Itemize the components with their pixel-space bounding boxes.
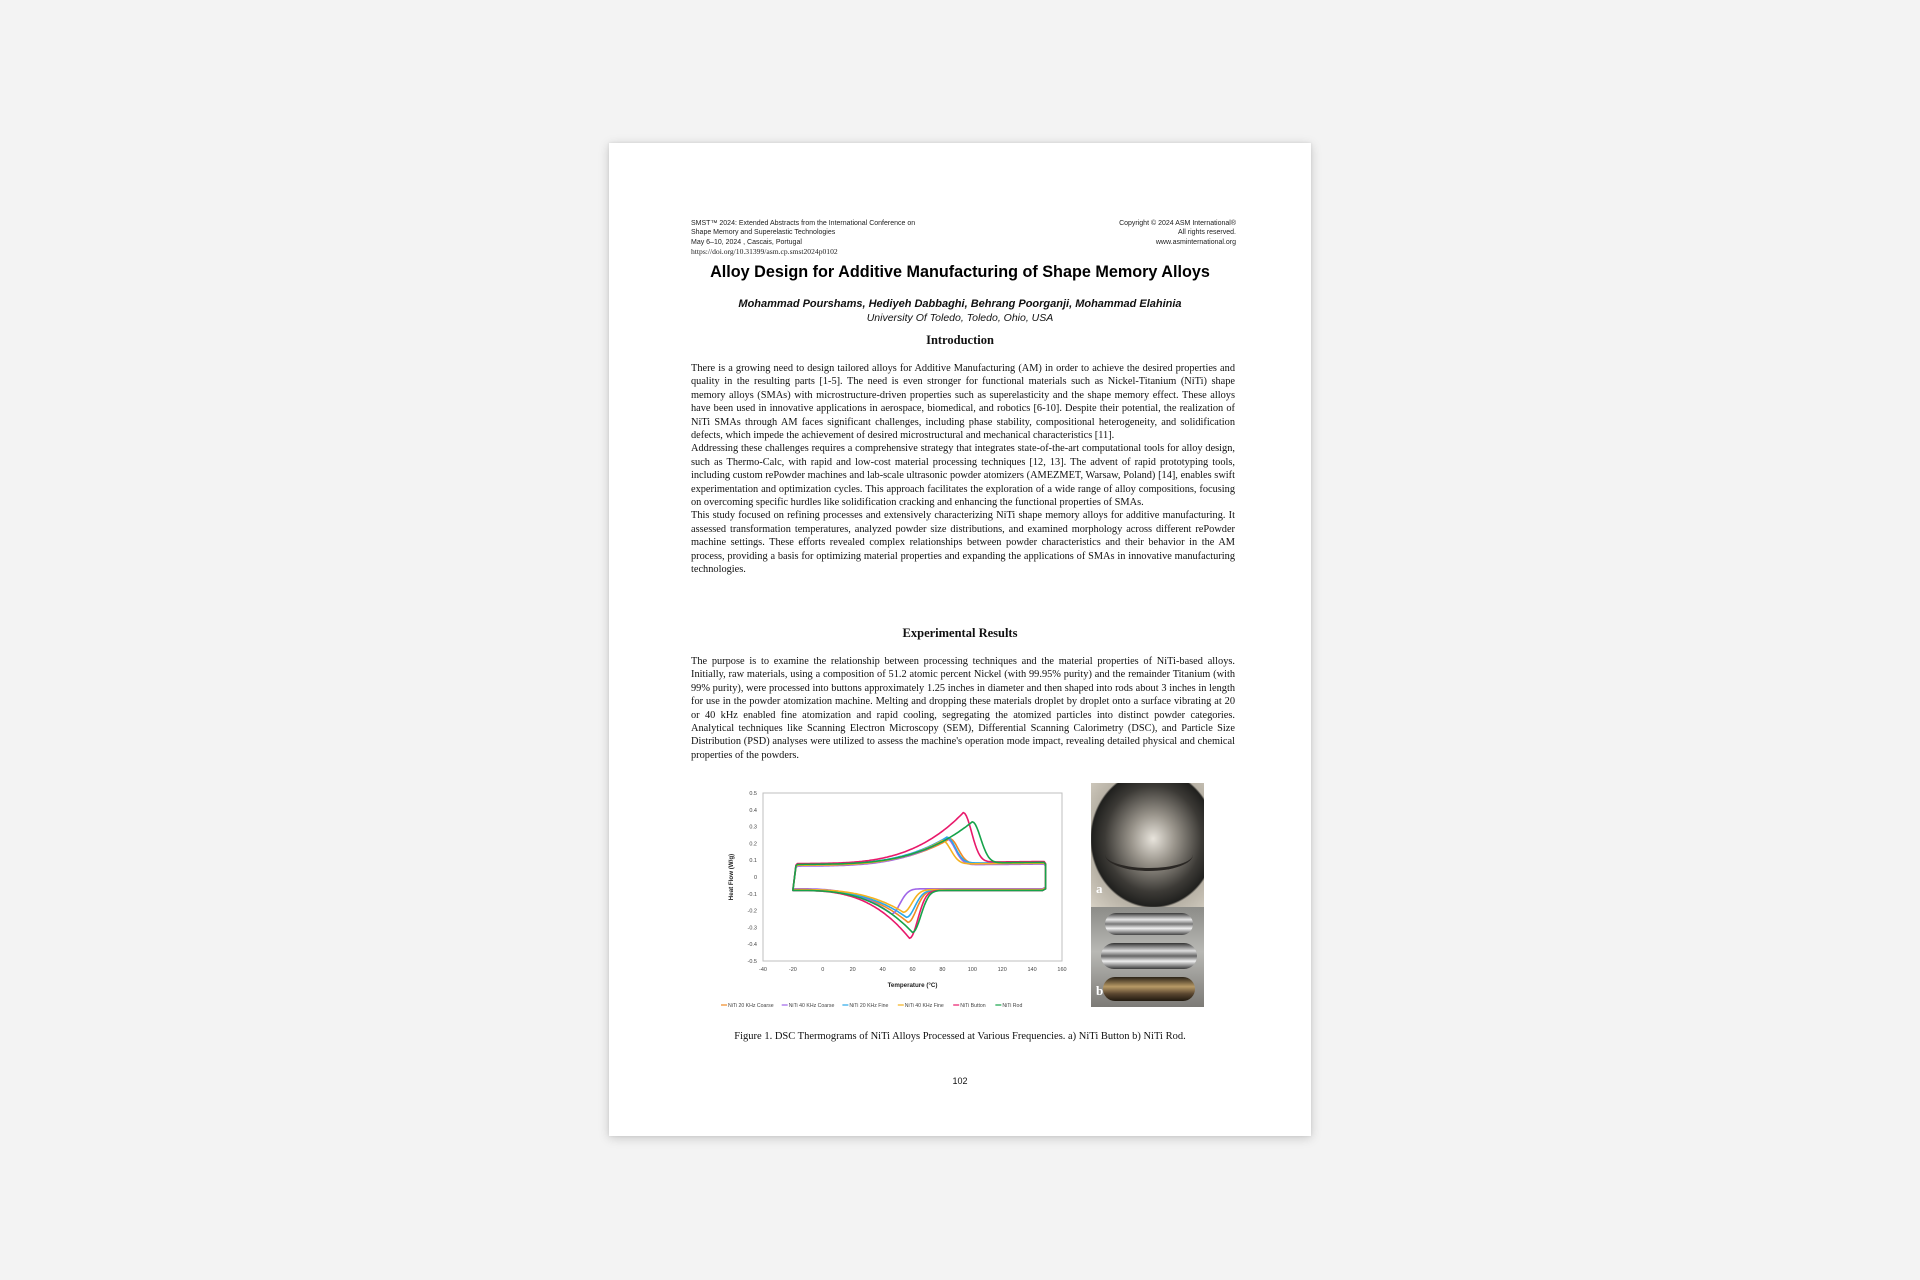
- y-tick-label: 0.5: [749, 791, 757, 797]
- y-axis-label: Heat Flow (W/g): [728, 853, 735, 901]
- rod-sample: [1101, 943, 1197, 969]
- legend-label: NiTi Rod: [1002, 1003, 1023, 1009]
- website-link[interactable]: www.asminternational.org: [1155, 238, 1236, 246]
- legend-label: NiTi 20 KHz Fine: [849, 1003, 889, 1009]
- legend-label: NiTi 20 KHz Coarse: [728, 1003, 774, 1009]
- section-heading-results: Experimental Results: [902, 626, 1018, 640]
- header-line: All rights reserved.: [1178, 229, 1236, 237]
- y-tick-label: 0.1: [749, 858, 757, 865]
- photo-label-b: b: [1096, 983, 1104, 998]
- y-tick-label: -0.4: [747, 942, 757, 949]
- conference-header: [691, 219, 915, 257]
- x-tick-label: 0: [821, 967, 825, 973]
- header-line: May 6–10, 2024 , Cascais, Portugal: [691, 238, 802, 246]
- legend-label: NiTi 40 KHz Fine: [904, 1003, 944, 1009]
- niti-button-photo: [1091, 783, 1204, 907]
- x-tick-label: 120: [997, 967, 1007, 973]
- x-tick-label: 100: [967, 967, 977, 973]
- paper-title: Alloy Design for Additive Manufacturing of Shape Memory Alloys: [710, 263, 1210, 281]
- photo-label-a: a: [1096, 881, 1103, 896]
- section-heading-introduction: Introduction: [926, 333, 994, 347]
- legend-label: NiTi 40 KHz Coarse: [788, 1003, 835, 1009]
- header-line: Copyright © 2024 ASM International®: [1119, 220, 1236, 227]
- header-line: SMST™ 2024: Extended Abstracts from the International Conference on: [691, 220, 916, 227]
- paragraph: Addressing these challenges requires a comprehensive strategy that integrates state-of-the-art computational tools for alloy design, such as Thermo-Calc, with rapid and low-cost material processing techniques [12, 13]. The advent of rapid prototyping tools, including custom rePowder machines and lab-scale ultrasonic powder atomizers (AMEZMET, Warsaw, Poland) [14], enables swift experimentation and optimization cycles. This approach facilitates the exploration of a wide range of alloy compositions, focusing on overcoming specific hurdles like solidification cracking and enhancing the functional properties of SMAs.: [691, 443, 1235, 509]
- y-tick-label: 0.4: [749, 807, 757, 814]
- page-number: 102: [952, 1076, 968, 1086]
- doi-link[interactable]: https://doi.org/10.31399/asm.cp.smst2024p0102: [691, 247, 838, 257]
- y-tick-label: 0: [753, 875, 757, 881]
- photo-detail: [1105, 838, 1193, 871]
- x-tick-label: -40: [759, 967, 767, 973]
- introduction-body: [691, 362, 1235, 577]
- x-axis-label: Temperature (°C): [887, 982, 938, 989]
- y-tick-label: -0.1: [747, 891, 757, 898]
- paragraph: This study focused on refining processes and extensively characterizing NiTi shape memory alloys for additive manufacturing. It assessed transformation temperatures, analyzed powder size distributions, and examined morphology across different rePowder machine settings. These efforts revealed complex relationships between powder characteristics and their behavior in the AM process, providing a basis for optimizing material properties and expanding the applications of SMAs in innovative manufacturing technologies.: [691, 510, 1235, 576]
- x-tick-label: 40: [879, 967, 886, 973]
- paragraph: The purpose is to examine the relationship between processing techniques and the material properties of NiTi-based alloys. Initially, raw materials, using a composition of 51.2 atomic percent Nickel (with 99.95% purity) and the remainder Titanium (with 99% purity), were processed into buttons approximately 1.25 inches in diameter and then shaped into rods about 3 inches in length for use in the powder atomization machine. Melting and dropping these materials droplet by droplet onto a surface vibrating at 20 or 40 kHz enabled fine atomization and rapid cooling, segregating the atomized particles into distinct powder categories. Analytical techniques like Scanning Electron Microscopy (SEM), Differential Scanning Calorimetry (DSC), and Particle Size Distribution (PSD) analyses were utilized to assess the machine's operation mode impact, revealing detailed physical and chemical properties of the powders.: [691, 656, 1235, 761]
- rod-sample: [1103, 977, 1195, 1001]
- niti-rod-photo: [1091, 907, 1204, 1007]
- x-tick-label: 80: [939, 967, 946, 973]
- affiliation: University Of Toledo, Toledo, Ohio, USA: [866, 312, 1054, 324]
- y-tick-label: 0.3: [749, 824, 757, 831]
- x-tick-label: 60: [909, 967, 916, 973]
- x-tick-label: 140: [1027, 967, 1037, 973]
- header-line: Shape Memory and Superelastic Technologies: [691, 229, 836, 237]
- x-tick-label: 160: [1057, 967, 1067, 973]
- dsc-chart: [717, 781, 1067, 1151]
- y-tick-label: 0.2: [749, 841, 757, 848]
- y-tick-label: -0.3: [747, 925, 757, 932]
- results-body: [691, 655, 1235, 762]
- copyright-header: [1119, 219, 1236, 247]
- x-tick-label: -20: [788, 967, 797, 973]
- paper-page: [609, 143, 1311, 1136]
- sample-photos: [1091, 783, 1204, 1007]
- dsc-chart-svg: [717, 781, 1067, 1151]
- authors: Mohammad Pourshams, Hediyeh Dabbaghi, Behrang Poorganji, Mohammad Elahinia: [738, 298, 1182, 310]
- legend-label: NiTi Button: [960, 1003, 986, 1009]
- x-tick-label: 20: [849, 967, 856, 973]
- y-tick-label: -0.5: [747, 959, 757, 965]
- figure-caption: Figure 1. DSC Thermograms of NiTi Alloys Processed at Various Frequencies. a) NiTi Button b) NiTi Rod.: [734, 1031, 1186, 1042]
- rod-sample: [1105, 913, 1193, 935]
- paragraph: There is a growing need to design tailored alloys for Additive Manufacturing (AM) in order to achieve the desired properties and quality in the resulting parts [1-5]. The need is even stronger for functional materials such as Nickel-Titanium (NiTi) shape memory alloys (SMAs) with microstructure-driven properties such as superelasticity and the shape memory effect. These alloys have been used in innovative applications in aerospace, biomedical, and robotics [6-10]. Despite their potential, the realization of NiTi SMAs through AM faces significant challenges, including phase stability, compositional heterogeneity, and solidification defects, which impede the achievement of desired microstructural and mechanical characteristics [11].: [691, 363, 1235, 442]
- y-tick-label: -0.2: [747, 908, 757, 915]
